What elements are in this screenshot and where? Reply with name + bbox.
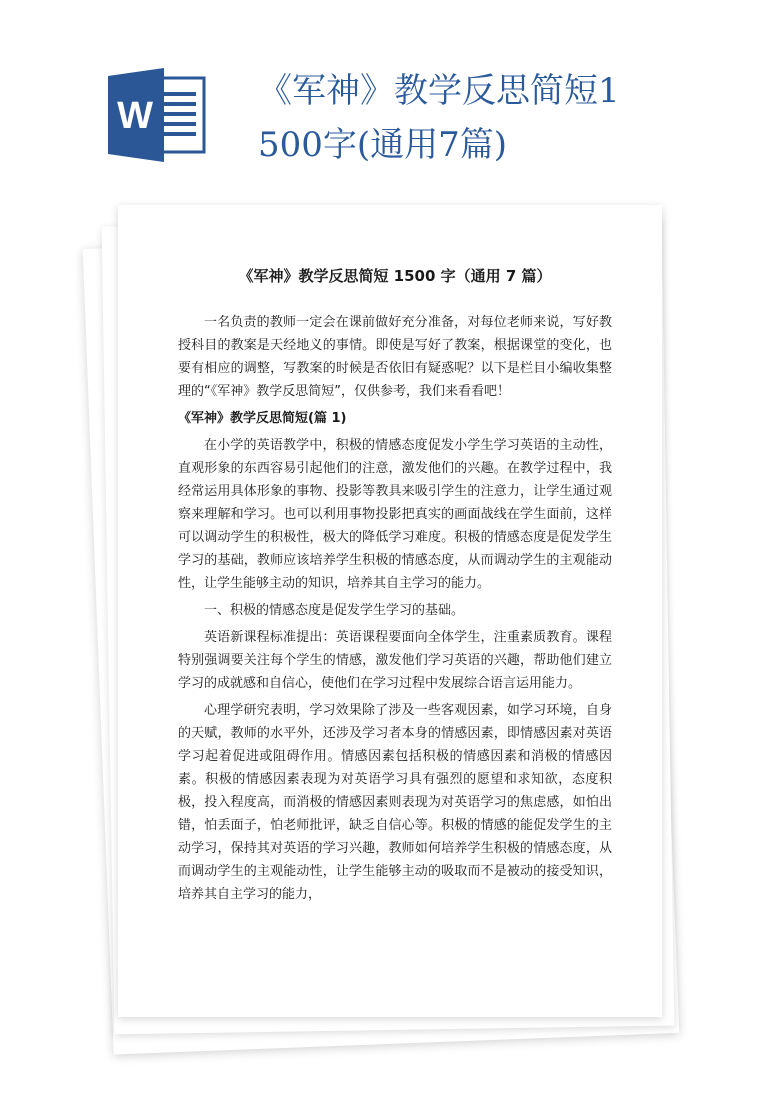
intro-paragraph: 一名负责的教师一定会在课前做好充分准备，对每位老师来说，写好教授科目的教案是天经地义的事情。即使是写好了教案，根据课堂的变化，也要有相应的调整，写教案的时候是否依旧有疑惑呢？以下是栏目小编收集整理的“《军神》教学反思简短”，仅供参考，我们来看看吧！: [178, 315, 612, 399]
document-page: [118, 205, 662, 1017]
section-heading: 《军神》教学反思简短(篇 1): [178, 411, 347, 426]
svg-text:W: W: [117, 95, 153, 137]
word-document-icon: [108, 68, 206, 162]
body-paragraph: 心理学研究表明，学习效果除了涉及一些客观因素，如学习环境，自身的天赋，教师的水平外，还涉及学习者本身的情感因素，即情感因素对英语学习起着促进或阻碍作用。情感因素包括积极的情感因素和消极的情感因素。积极的情感因素表现为对英语学习具有强烈的愿望和求知欲，态度积极，投入程度高，而消极的情感因素则表现为对英语学习的焦虑感，如怕出错，怕丢面子，怕老师批评，缺乏自信心等。积极的情感的能促发学生的主动学习，保持其对英语的学习兴趣，教师如何培养学生积极的情感态度，从而调动学生的主观能动性，让学生能够主动的吸取而不是被动的接受知识，培养其自主学习的能力，: [178, 703, 612, 902]
body-paragraph: 在小学的英语教学中，积极的情感态度促发小学生学习英语的主动性，直观形象的东西容易引起他们的注意，激发他们的兴趣。在教学过程中，我经常运用具体形象的事物、投影等教具来吸引学生的注意力，让学生通过观察来理解和学习。也可以利用事物投影把真实的画面战线在学生面前，这样可以调动学生的积极性，极大的降低学习难度。积极的情感态度是促发学生学习的基础，教师应该培养学生积极的情感态度，从而调动学生的主观能动性，让学生能够主动的知识，培养其自主学习的能力。: [178, 438, 612, 591]
page-title: 《军神》教学反思简短1500字(通用7篇): [258, 71, 620, 165]
body-paragraph: 英语新课程标准提出：英语课程要面向全体学生，注重素质教育。课程特别强调要关注每个学生的情感，激发他们学习英语的兴趣，帮助他们建立学习的成就感和自信心，使他们在学习过程中发展综合语言运用能力。: [178, 630, 612, 691]
document-body: [178, 265, 612, 910]
page-header: [0, 0, 780, 200]
document-title: 《军神》教学反思简短 1500 字（通用 7 篇）: [238, 267, 552, 285]
subheading-paragraph: 一、积极的情感态度是促发学生学习的基础。: [204, 603, 465, 618]
